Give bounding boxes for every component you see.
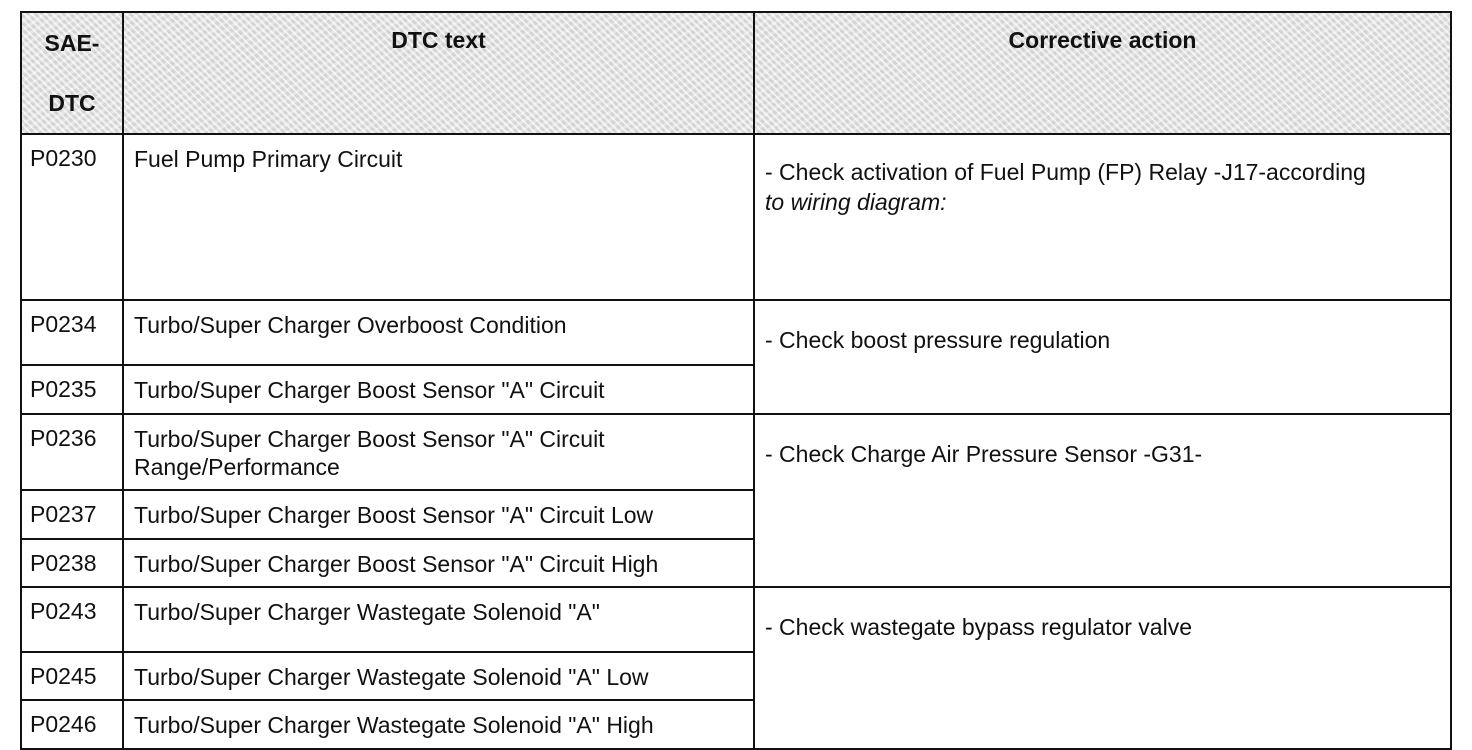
corrective-action-fuel-pump xyxy=(754,134,1451,300)
header-sae-dtc xyxy=(21,12,123,134)
header-corrective-action: Corrective action xyxy=(754,12,1451,134)
dtc-text: Fuel Pump Primary Circuit xyxy=(123,134,754,300)
dtc-code: P0235 xyxy=(21,365,123,414)
header-sae-label: SAE- xyxy=(44,30,100,56)
dtc-text: Turbo/Super Charger Boost Sensor "A" Circuit High xyxy=(123,539,754,587)
table-row xyxy=(21,134,1451,300)
table-row xyxy=(21,414,1451,490)
dtc-code: P0245 xyxy=(21,652,123,700)
dtc-code: P0238 xyxy=(21,539,123,587)
table-row xyxy=(21,300,1451,365)
corrective-action-boost: - Check boost pressure regulation xyxy=(754,300,1451,414)
dtc-text: Turbo/Super Charger Boost Sensor "A" Circuit Range/Performance xyxy=(123,414,754,490)
dtc-code: P0230 xyxy=(21,134,123,300)
corrective-action-wastegate: - Check wastegate bypass regulator valve xyxy=(754,587,1451,749)
dtc-code: P0246 xyxy=(21,700,123,749)
dtc-text: Turbo/Super Charger Boost Sensor "A" Circuit Low xyxy=(123,490,754,539)
dtc-code: P0243 xyxy=(21,587,123,652)
dtc-table xyxy=(20,11,1452,750)
dtc-code: P0236 xyxy=(21,414,123,490)
header-dtc-label: DTC xyxy=(48,90,96,116)
dtc-text: Turbo/Super Charger Overboost Condition xyxy=(123,300,754,365)
header-dtc-text: DTC text xyxy=(123,12,754,134)
action-line: - Check activation of Fuel Pump (FP) Relay -J17-according xyxy=(765,159,1366,185)
corrective-action-sensor: - Check Charge Air Pressure Sensor -G31- xyxy=(754,414,1451,587)
action-line: to wiring diagram: xyxy=(765,189,947,215)
header-row xyxy=(21,12,1451,134)
dtc-code: P0234 xyxy=(21,300,123,365)
dtc-code: P0237 xyxy=(21,490,123,539)
dtc-text: Turbo/Super Charger Wastegate Solenoid "A" xyxy=(123,587,754,652)
table-row xyxy=(21,587,1451,652)
dtc-text: Turbo/Super Charger Boost Sensor "A" Circuit xyxy=(123,365,754,414)
dtc-text: Turbo/Super Charger Wastegate Solenoid "A" Low xyxy=(123,652,754,700)
dtc-text: Turbo/Super Charger Wastegate Solenoid "A" High xyxy=(123,700,754,749)
